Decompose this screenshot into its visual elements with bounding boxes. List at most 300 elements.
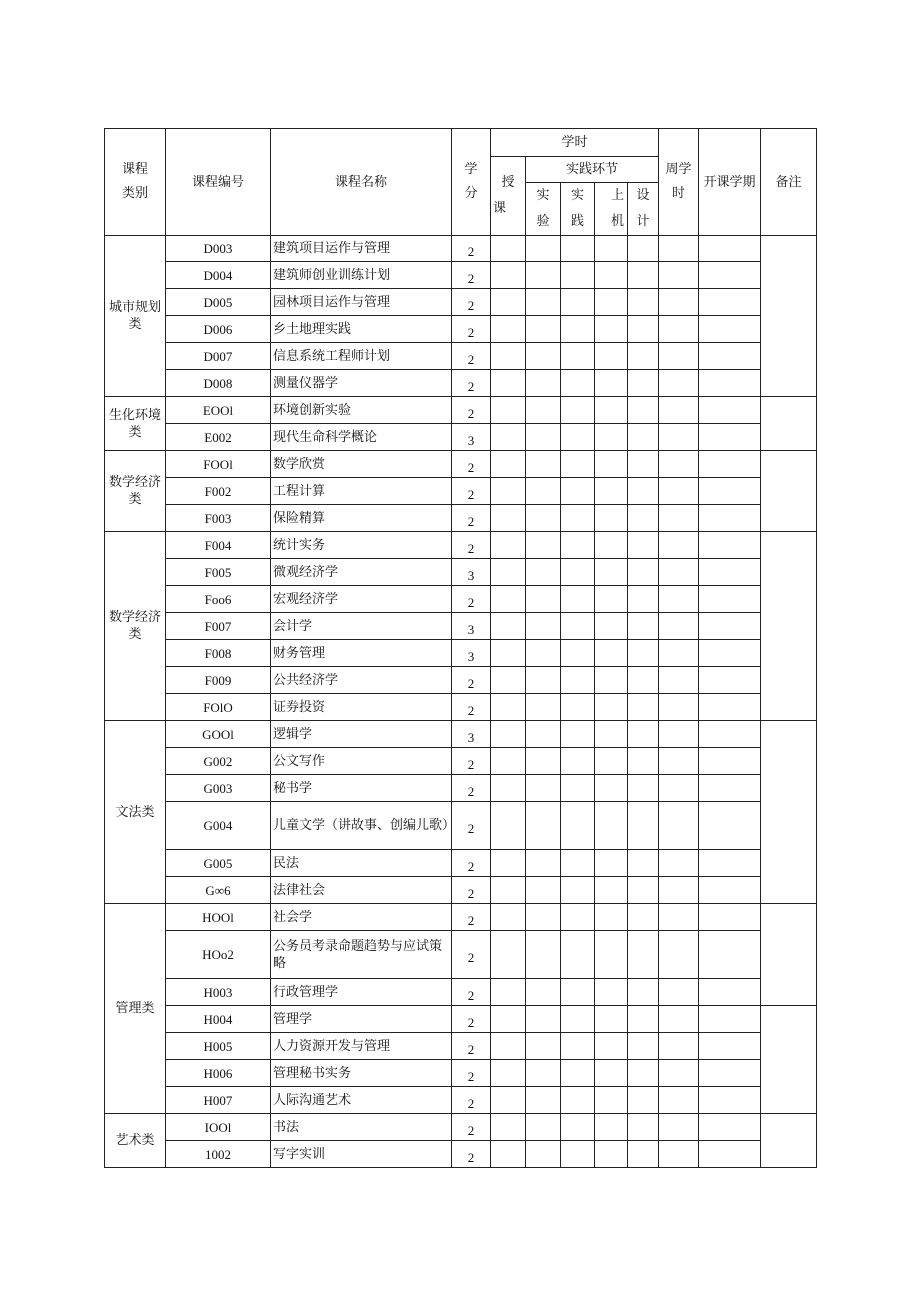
semester-cell bbox=[699, 931, 761, 979]
course-name: 测量仪器学 bbox=[271, 370, 452, 397]
table-row bbox=[105, 694, 817, 721]
course-code: FOOl bbox=[166, 451, 271, 478]
table-header bbox=[105, 129, 817, 236]
course-credit: 3 bbox=[452, 721, 491, 748]
experiment-cell bbox=[526, 640, 561, 667]
semester-cell bbox=[699, 262, 761, 289]
design-cell bbox=[628, 640, 659, 667]
experiment-cell bbox=[526, 316, 561, 343]
course-name: 信息系统工程师计划 bbox=[271, 343, 452, 370]
table-row bbox=[105, 424, 817, 451]
experiment-cell bbox=[526, 424, 561, 451]
practicum-cell bbox=[561, 613, 595, 640]
table-row bbox=[105, 748, 817, 775]
course-code: G003 bbox=[166, 775, 271, 802]
course-credit: 2 bbox=[452, 586, 491, 613]
course-code: F008 bbox=[166, 640, 271, 667]
practicum-cell bbox=[561, 1141, 595, 1168]
lecture-cell bbox=[491, 289, 526, 316]
table-row bbox=[105, 877, 817, 904]
lecture-cell bbox=[491, 1006, 526, 1033]
practicum-cell bbox=[561, 904, 595, 931]
table-row bbox=[105, 1006, 817, 1033]
practicum-cell bbox=[561, 397, 595, 424]
experiment-cell bbox=[526, 1033, 561, 1060]
course-code: G002 bbox=[166, 748, 271, 775]
course-name: 工程计算 bbox=[271, 478, 452, 505]
semester-cell bbox=[699, 451, 761, 478]
lecture-cell bbox=[491, 1033, 526, 1060]
design-cell bbox=[628, 289, 659, 316]
header-category: 课程类别 bbox=[105, 129, 166, 236]
lecture-cell bbox=[491, 667, 526, 694]
design-cell bbox=[628, 424, 659, 451]
computer-cell bbox=[595, 694, 628, 721]
experiment-cell bbox=[526, 1114, 561, 1141]
course-name: 会计学 bbox=[271, 613, 452, 640]
computer-cell bbox=[595, 931, 628, 979]
semester-cell bbox=[699, 979, 761, 1006]
design-cell bbox=[628, 586, 659, 613]
practicum-cell bbox=[561, 721, 595, 748]
course-name: 园林项目运作与管理 bbox=[271, 289, 452, 316]
course-code: D005 bbox=[166, 289, 271, 316]
course-credit: 2 bbox=[452, 931, 491, 979]
lecture-cell bbox=[491, 904, 526, 931]
course-code: F005 bbox=[166, 559, 271, 586]
computer-cell bbox=[595, 850, 628, 877]
course-name: 秘书学 bbox=[271, 775, 452, 802]
table-row bbox=[105, 613, 817, 640]
computer-cell bbox=[595, 613, 628, 640]
experiment-cell bbox=[526, 931, 561, 979]
practicum-cell bbox=[561, 1087, 595, 1114]
experiment-cell bbox=[526, 613, 561, 640]
practicum-cell bbox=[561, 931, 595, 979]
semester-cell bbox=[699, 559, 761, 586]
practicum-cell bbox=[561, 775, 595, 802]
practicum-cell bbox=[561, 877, 595, 904]
design-cell bbox=[628, 236, 659, 262]
course-name: 统计实务 bbox=[271, 532, 452, 559]
table-row bbox=[105, 775, 817, 802]
table-row bbox=[105, 802, 817, 850]
course-code: Foo6 bbox=[166, 586, 271, 613]
course-credit: 2 bbox=[452, 979, 491, 1006]
course-name: 社会学 bbox=[271, 904, 452, 931]
course-credit: 3 bbox=[452, 559, 491, 586]
table-row bbox=[105, 1033, 817, 1060]
table-row bbox=[105, 640, 817, 667]
semester-cell bbox=[699, 640, 761, 667]
experiment-cell bbox=[526, 667, 561, 694]
course-credit: 2 bbox=[452, 262, 491, 289]
computer-cell bbox=[595, 343, 628, 370]
weekly-hours-cell bbox=[659, 1033, 699, 1060]
computer-cell bbox=[595, 1087, 628, 1114]
practicum-cell bbox=[561, 559, 595, 586]
weekly-hours-cell bbox=[659, 640, 699, 667]
course-credit: 3 bbox=[452, 613, 491, 640]
weekly-hours-cell bbox=[659, 1141, 699, 1168]
semester-cell bbox=[699, 316, 761, 343]
design-cell bbox=[628, 478, 659, 505]
header-semester: 开课学期 bbox=[699, 129, 761, 236]
course-category: 数学经济类 bbox=[105, 451, 166, 532]
table-row bbox=[105, 397, 817, 424]
header-weekly-hours: 周学 时 bbox=[659, 129, 699, 236]
table-row bbox=[105, 667, 817, 694]
practicum-cell bbox=[561, 316, 595, 343]
course-name: 写字实训 bbox=[271, 1141, 452, 1168]
course-code: GOOl bbox=[166, 721, 271, 748]
weekly-hours-cell bbox=[659, 931, 699, 979]
experiment-cell bbox=[526, 586, 561, 613]
experiment-cell bbox=[526, 289, 561, 316]
weekly-hours-cell bbox=[659, 559, 699, 586]
course-code: D007 bbox=[166, 343, 271, 370]
table-row bbox=[105, 505, 817, 532]
lecture-cell bbox=[491, 931, 526, 979]
weekly-hours-cell bbox=[659, 289, 699, 316]
weekly-hours-cell bbox=[659, 586, 699, 613]
design-cell bbox=[628, 667, 659, 694]
semester-cell bbox=[699, 1087, 761, 1114]
weekly-hours-cell bbox=[659, 1087, 699, 1114]
course-name: 儿童文学（讲故事、创编儿歌） bbox=[271, 802, 452, 850]
table-row bbox=[105, 721, 817, 748]
table-row bbox=[105, 262, 817, 289]
semester-cell bbox=[699, 1033, 761, 1060]
semester-cell bbox=[699, 802, 761, 850]
course-category: 管理类 bbox=[105, 904, 166, 1114]
course-credit: 2 bbox=[452, 1006, 491, 1033]
course-credit: 2 bbox=[452, 775, 491, 802]
course-code: E002 bbox=[166, 424, 271, 451]
course-code: G004 bbox=[166, 802, 271, 850]
experiment-cell bbox=[526, 721, 561, 748]
weekly-hours-cell bbox=[659, 343, 699, 370]
practicum-cell bbox=[561, 850, 595, 877]
course-name: 管理学 bbox=[271, 1006, 452, 1033]
course-name: 建筑项目运作与管理 bbox=[271, 236, 452, 262]
computer-cell bbox=[595, 640, 628, 667]
computer-cell bbox=[595, 748, 628, 775]
semester-cell bbox=[699, 694, 761, 721]
course-credit: 2 bbox=[452, 397, 491, 424]
course-code: H006 bbox=[166, 1060, 271, 1087]
semester-cell bbox=[699, 370, 761, 397]
weekly-hours-cell bbox=[659, 451, 699, 478]
semester-cell bbox=[699, 1141, 761, 1168]
course-code: G∞6 bbox=[166, 877, 271, 904]
semester-cell bbox=[699, 1006, 761, 1033]
weekly-hours-cell bbox=[659, 775, 699, 802]
table-row bbox=[105, 1087, 817, 1114]
experiment-cell bbox=[526, 1006, 561, 1033]
lecture-cell bbox=[491, 451, 526, 478]
experiment-cell bbox=[526, 397, 561, 424]
practicum-cell bbox=[561, 694, 595, 721]
remarks-cell bbox=[761, 397, 817, 451]
course-credit: 2 bbox=[452, 343, 491, 370]
computer-cell bbox=[595, 289, 628, 316]
lecture-cell bbox=[491, 559, 526, 586]
practicum-cell bbox=[561, 1060, 595, 1087]
course-code: H003 bbox=[166, 979, 271, 1006]
practicum-cell bbox=[561, 343, 595, 370]
semester-cell bbox=[699, 289, 761, 316]
design-cell bbox=[628, 748, 659, 775]
lecture-cell bbox=[491, 748, 526, 775]
lecture-cell bbox=[491, 424, 526, 451]
lecture-cell bbox=[491, 640, 526, 667]
computer-cell bbox=[595, 721, 628, 748]
weekly-hours-cell bbox=[659, 667, 699, 694]
course-name: 数学欣赏 bbox=[271, 451, 452, 478]
experiment-cell bbox=[526, 559, 561, 586]
remarks-cell bbox=[761, 1006, 817, 1114]
computer-cell bbox=[595, 451, 628, 478]
course-name: 书法 bbox=[271, 1114, 452, 1141]
course-name: 管理秘书实务 bbox=[271, 1060, 452, 1087]
course-credit: 2 bbox=[452, 451, 491, 478]
header-practicum: 实 践 bbox=[561, 183, 595, 236]
computer-cell bbox=[595, 1141, 628, 1168]
course-name: 公共经济学 bbox=[271, 667, 452, 694]
course-code: H007 bbox=[166, 1087, 271, 1114]
weekly-hours-cell bbox=[659, 532, 699, 559]
semester-cell bbox=[699, 877, 761, 904]
semester-cell bbox=[699, 721, 761, 748]
course-name: 公文写作 bbox=[271, 748, 452, 775]
course-name: 现代生命科学概论 bbox=[271, 424, 452, 451]
lecture-cell bbox=[491, 694, 526, 721]
computer-cell bbox=[595, 236, 628, 262]
semester-cell bbox=[699, 1114, 761, 1141]
experiment-cell bbox=[526, 370, 561, 397]
remarks-cell bbox=[761, 1114, 817, 1168]
table-row bbox=[105, 236, 817, 262]
experiment-cell bbox=[526, 343, 561, 370]
header-practice: 实践环节 bbox=[526, 157, 659, 183]
weekly-hours-cell bbox=[659, 478, 699, 505]
table-row bbox=[105, 289, 817, 316]
computer-cell bbox=[595, 775, 628, 802]
semester-cell bbox=[699, 586, 761, 613]
design-cell bbox=[628, 802, 659, 850]
semester-cell bbox=[699, 478, 761, 505]
experiment-cell bbox=[526, 877, 561, 904]
header-remarks: 备注 bbox=[761, 129, 817, 236]
header-computer: 上 机 bbox=[595, 183, 628, 236]
experiment-cell bbox=[526, 1141, 561, 1168]
table-row bbox=[105, 370, 817, 397]
course-name: 建筑师创业训练计划 bbox=[271, 262, 452, 289]
lecture-cell bbox=[491, 397, 526, 424]
lecture-cell bbox=[491, 505, 526, 532]
semester-cell bbox=[699, 775, 761, 802]
course-name: 法律社会 bbox=[271, 877, 452, 904]
course-code: FOlO bbox=[166, 694, 271, 721]
lecture-cell bbox=[491, 721, 526, 748]
course-category: 数学经济类 bbox=[105, 532, 166, 721]
course-credit: 2 bbox=[452, 532, 491, 559]
course-credit: 2 bbox=[452, 1060, 491, 1087]
lecture-cell bbox=[491, 979, 526, 1006]
experiment-cell bbox=[526, 262, 561, 289]
practicum-cell bbox=[561, 289, 595, 316]
table-row bbox=[105, 1060, 817, 1087]
design-cell bbox=[628, 877, 659, 904]
lecture-cell bbox=[491, 532, 526, 559]
course-name: 人际沟通艺术 bbox=[271, 1087, 452, 1114]
lecture-cell bbox=[491, 1060, 526, 1087]
weekly-hours-cell bbox=[659, 748, 699, 775]
practicum-cell bbox=[561, 748, 595, 775]
table-row bbox=[105, 478, 817, 505]
computer-cell bbox=[595, 1033, 628, 1060]
lecture-cell bbox=[491, 877, 526, 904]
experiment-cell bbox=[526, 802, 561, 850]
experiment-cell bbox=[526, 478, 561, 505]
course-credit: 2 bbox=[452, 850, 491, 877]
weekly-hours-cell bbox=[659, 694, 699, 721]
design-cell bbox=[628, 532, 659, 559]
practicum-cell bbox=[561, 1114, 595, 1141]
computer-cell bbox=[595, 505, 628, 532]
lecture-cell bbox=[491, 802, 526, 850]
course-name: 保险精算 bbox=[271, 505, 452, 532]
course-code: H004 bbox=[166, 1006, 271, 1033]
design-cell bbox=[628, 613, 659, 640]
practicum-cell bbox=[561, 451, 595, 478]
experiment-cell bbox=[526, 1087, 561, 1114]
remarks-cell bbox=[761, 236, 817, 397]
experiment-cell bbox=[526, 451, 561, 478]
experiment-cell bbox=[526, 1060, 561, 1087]
semester-cell bbox=[699, 397, 761, 424]
semester-cell bbox=[699, 236, 761, 262]
table-row bbox=[105, 904, 817, 931]
weekly-hours-cell bbox=[659, 979, 699, 1006]
design-cell bbox=[628, 370, 659, 397]
course-code: D003 bbox=[166, 236, 271, 262]
computer-cell bbox=[595, 262, 628, 289]
header-name: 课程名称 bbox=[271, 129, 452, 236]
table-row bbox=[105, 532, 817, 559]
remarks-cell bbox=[761, 721, 817, 904]
header-experiment: 实 验 bbox=[526, 183, 561, 236]
course-name: 民法 bbox=[271, 850, 452, 877]
computer-cell bbox=[595, 1060, 628, 1087]
remarks-cell bbox=[761, 451, 817, 532]
weekly-hours-cell bbox=[659, 802, 699, 850]
course-code: D006 bbox=[166, 316, 271, 343]
computer-cell bbox=[595, 478, 628, 505]
course-credit: 2 bbox=[452, 694, 491, 721]
practicum-cell bbox=[561, 667, 595, 694]
weekly-hours-cell bbox=[659, 850, 699, 877]
course-credit: 2 bbox=[452, 748, 491, 775]
design-cell bbox=[628, 904, 659, 931]
computer-cell bbox=[595, 316, 628, 343]
table-row bbox=[105, 850, 817, 877]
course-credit: 2 bbox=[452, 505, 491, 532]
practicum-cell bbox=[561, 505, 595, 532]
computer-cell bbox=[595, 802, 628, 850]
header-hours: 学时 bbox=[491, 129, 659, 157]
remarks-cell bbox=[761, 532, 817, 721]
table-row bbox=[105, 316, 817, 343]
design-cell bbox=[628, 931, 659, 979]
course-code: F003 bbox=[166, 505, 271, 532]
computer-cell bbox=[595, 370, 628, 397]
experiment-cell bbox=[526, 904, 561, 931]
design-cell bbox=[628, 316, 659, 343]
course-credit: 2 bbox=[452, 1033, 491, 1060]
remarks-cell bbox=[761, 904, 817, 1006]
course-code: 1002 bbox=[166, 1141, 271, 1168]
course-credit: 2 bbox=[452, 236, 491, 262]
course-category: 艺术类 bbox=[105, 1114, 166, 1168]
semester-cell bbox=[699, 667, 761, 694]
practicum-cell bbox=[561, 802, 595, 850]
course-credit: 2 bbox=[452, 370, 491, 397]
practicum-cell bbox=[561, 640, 595, 667]
course-credit: 2 bbox=[452, 478, 491, 505]
practicum-cell bbox=[561, 424, 595, 451]
semester-cell bbox=[699, 424, 761, 451]
semester-cell bbox=[699, 904, 761, 931]
lecture-cell bbox=[491, 1114, 526, 1141]
table-row bbox=[105, 559, 817, 586]
table-row bbox=[105, 979, 817, 1006]
course-name: 逻辑学 bbox=[271, 721, 452, 748]
course-credit: 2 bbox=[452, 904, 491, 931]
course-code: HOOl bbox=[166, 904, 271, 931]
design-cell bbox=[628, 262, 659, 289]
course-credit: 3 bbox=[452, 424, 491, 451]
design-cell bbox=[628, 1033, 659, 1060]
lecture-cell bbox=[491, 613, 526, 640]
experiment-cell bbox=[526, 532, 561, 559]
semester-cell bbox=[699, 850, 761, 877]
lecture-cell bbox=[491, 370, 526, 397]
weekly-hours-cell bbox=[659, 877, 699, 904]
experiment-cell bbox=[526, 850, 561, 877]
lecture-cell bbox=[491, 1087, 526, 1114]
course-code: H005 bbox=[166, 1033, 271, 1060]
course-name: 公务员考录命题趋势与应试策略 bbox=[271, 931, 452, 979]
course-credit: 2 bbox=[452, 877, 491, 904]
header-design: 设 计 bbox=[628, 183, 659, 236]
weekly-hours-cell bbox=[659, 397, 699, 424]
weekly-hours-cell bbox=[659, 236, 699, 262]
computer-cell bbox=[595, 904, 628, 931]
computer-cell bbox=[595, 877, 628, 904]
experiment-cell bbox=[526, 748, 561, 775]
course-code: F002 bbox=[166, 478, 271, 505]
design-cell bbox=[628, 775, 659, 802]
course-credit: 3 bbox=[452, 640, 491, 667]
design-cell bbox=[628, 1087, 659, 1114]
table-row bbox=[105, 1114, 817, 1141]
design-cell bbox=[628, 694, 659, 721]
course-credit: 2 bbox=[452, 289, 491, 316]
course-credit: 2 bbox=[452, 667, 491, 694]
course-name: 环境创新实验 bbox=[271, 397, 452, 424]
